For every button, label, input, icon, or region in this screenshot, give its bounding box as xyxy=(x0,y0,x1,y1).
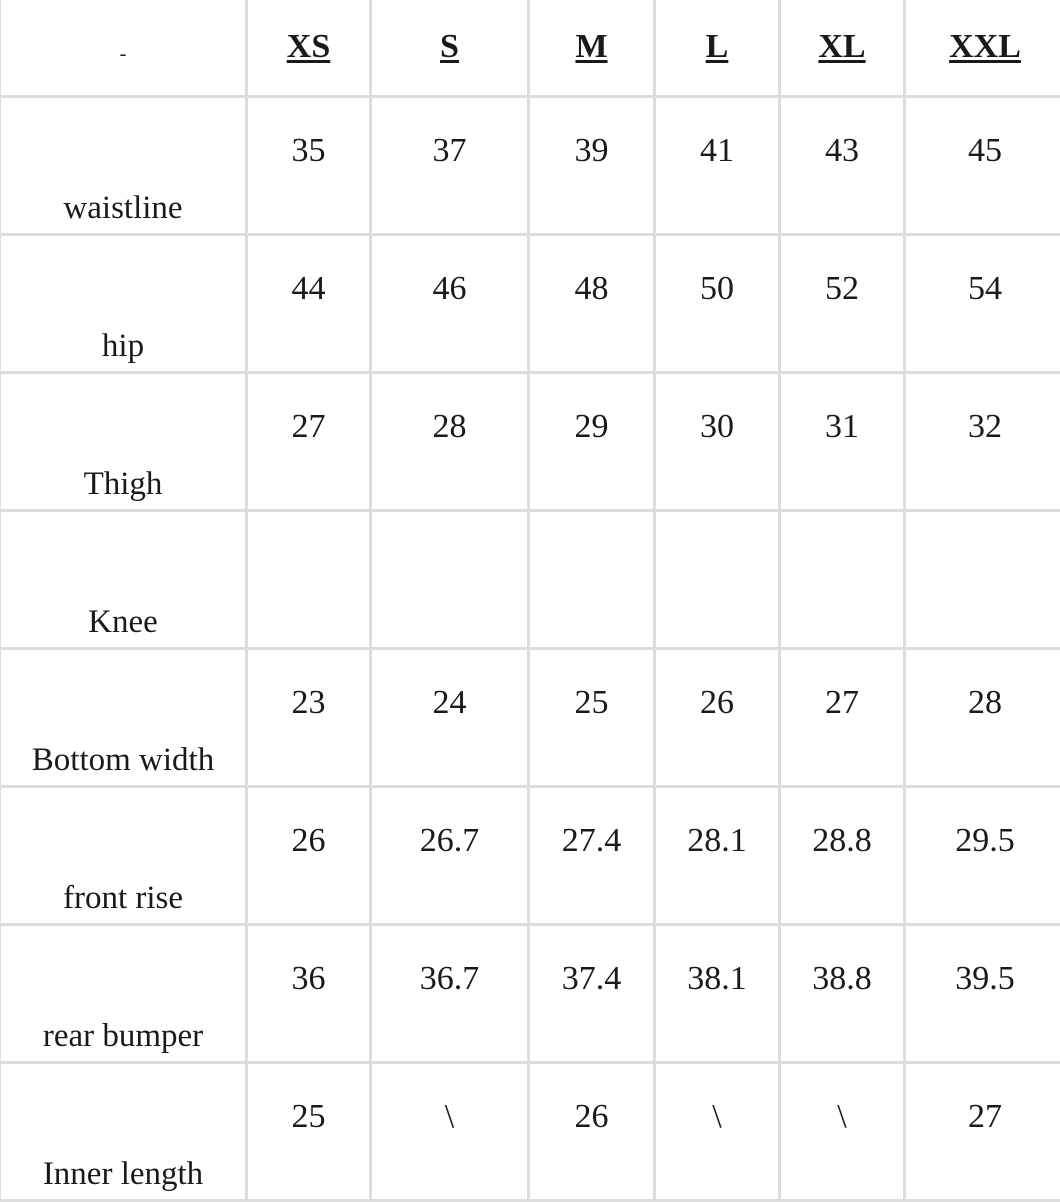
table-cell: 26 xyxy=(529,1063,655,1201)
table-cell: 27.4 xyxy=(529,787,655,925)
table-cell: 45 xyxy=(905,97,1060,235)
row-label: Thigh xyxy=(0,373,247,511)
table-cell: 50 xyxy=(655,235,780,373)
table-cell: 41 xyxy=(655,97,780,235)
table-row xyxy=(0,373,1060,511)
table-cell: 38.1 xyxy=(655,925,780,1063)
table-row xyxy=(0,649,1060,787)
table-cell xyxy=(780,511,905,649)
table-cell: 28.8 xyxy=(780,787,905,925)
table-row xyxy=(0,787,1060,925)
table-cell: 25 xyxy=(247,1063,371,1201)
table-cell: 46 xyxy=(371,235,529,373)
table-cell: 29 xyxy=(529,373,655,511)
table-cell: 37.4 xyxy=(529,925,655,1063)
table-row xyxy=(0,235,1060,373)
row-label: front rise xyxy=(0,787,247,925)
table-cell: 39.5 xyxy=(905,925,1060,1063)
table-cell: 27 xyxy=(905,1063,1060,1201)
table-cell: 54 xyxy=(905,235,1060,373)
size-header-l: L xyxy=(655,0,780,97)
table-cell: 44 xyxy=(247,235,371,373)
row-label: Knee xyxy=(0,511,247,649)
table-cell: 24 xyxy=(371,649,529,787)
table-cell: 48 xyxy=(529,235,655,373)
table-cell: 52 xyxy=(780,235,905,373)
table-cell: 27 xyxy=(247,373,371,511)
table-cell xyxy=(247,511,371,649)
size-header-xl: XL xyxy=(780,0,905,97)
table-cell xyxy=(905,511,1060,649)
table-cell: 28 xyxy=(905,649,1060,787)
size-header-s: S xyxy=(371,0,529,97)
table-cell: \ xyxy=(371,1063,529,1201)
table-row xyxy=(0,97,1060,235)
table-row xyxy=(0,511,1060,649)
table-cell: 26 xyxy=(655,649,780,787)
table-cell: 39 xyxy=(529,97,655,235)
table-cell: 29.5 xyxy=(905,787,1060,925)
table-cell: 31 xyxy=(780,373,905,511)
table-cell: 32 xyxy=(905,373,1060,511)
table-cell: 26 xyxy=(247,787,371,925)
table-cell xyxy=(529,511,655,649)
table-cell: 35 xyxy=(247,97,371,235)
row-label: hip xyxy=(0,235,247,373)
table-cell: \ xyxy=(655,1063,780,1201)
row-label: Inner length xyxy=(0,1063,247,1201)
row-label: Bottom width xyxy=(0,649,247,787)
table-cell: 26.7 xyxy=(371,787,529,925)
table-cell: 25 xyxy=(529,649,655,787)
table-cell: 23 xyxy=(247,649,371,787)
size-header-m: M xyxy=(529,0,655,97)
size-header-xs: XS xyxy=(247,0,371,97)
corner-cell: - xyxy=(0,0,247,97)
table-cell: 37 xyxy=(371,97,529,235)
size-header-xxl: XXL xyxy=(905,0,1060,97)
row-label: waistline xyxy=(0,97,247,235)
table-cell: \ xyxy=(780,1063,905,1201)
table-cell: 27 xyxy=(780,649,905,787)
table-row xyxy=(0,1063,1060,1201)
header-row xyxy=(0,0,1060,97)
table-cell: 36 xyxy=(247,925,371,1063)
table-cell: 43 xyxy=(780,97,905,235)
table-cell: 28 xyxy=(371,373,529,511)
table-cell: 38.8 xyxy=(780,925,905,1063)
table-cell: 36.7 xyxy=(371,925,529,1063)
table-row xyxy=(0,925,1060,1063)
table-cell xyxy=(371,511,529,649)
table-cell: 30 xyxy=(655,373,780,511)
table-cell xyxy=(655,511,780,649)
row-label: rear bumper xyxy=(0,925,247,1063)
table-cell: 28.1 xyxy=(655,787,780,925)
